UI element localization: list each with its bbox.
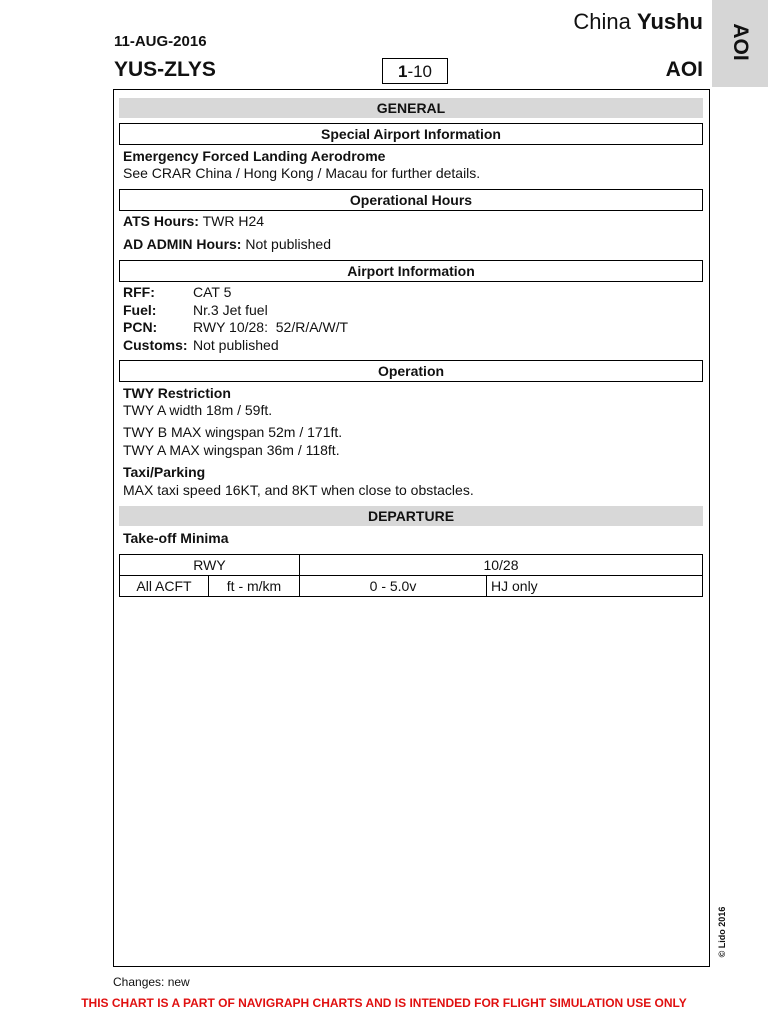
admin-hours-value: Not published <box>245 236 331 252</box>
twy-line: TWY A width 18m / 59ft. <box>123 402 273 418</box>
takeoff-minima-table <box>119 554 703 597</box>
section-tab-label: AOI <box>729 23 752 61</box>
fuel-label: Fuel: <box>123 302 157 318</box>
taxi-parking-text: MAX taxi speed 16KT, and 8KT when close to obstacles. <box>123 482 474 498</box>
city-name: Yushu <box>636 9 703 34</box>
rff-value: CAT 5 <box>193 284 232 300</box>
table-cell: ft - m/km <box>209 576 300 597</box>
pcn-value: RWY 10/28: 52/R/A/W/T <box>193 319 349 335</box>
changes-note: Changes: new <box>113 975 190 989</box>
operational-hours-heading: Operational Hours <box>119 189 703 211</box>
special-info-heading: Special Airport Information <box>119 123 703 145</box>
customs-label: Customs: <box>123 337 188 353</box>
twy-restriction-title: TWY Restriction <box>123 385 231 401</box>
section-tab <box>712 0 768 87</box>
page-number-box <box>382 58 448 84</box>
ats-hours-row <box>123 213 264 230</box>
airport-location <box>560 9 703 35</box>
general-bar: GENERAL <box>119 98 703 118</box>
airport-code: YUS-ZLYS <box>114 58 216 81</box>
simulation-disclaimer: THIS CHART IS A PART OF NAVIGRAPH CHARTS AND IS INTENDED FOR FLIGHT SIMULATION USE ONLY <box>81 996 687 1010</box>
takeoff-minima-title: Take-off Minima <box>123 530 229 546</box>
table-cell: 0 - 5.0v <box>300 576 487 597</box>
country-name: China <box>573 9 631 34</box>
table-cell: All ACFT <box>120 576 209 597</box>
customs-value: Not published <box>193 337 279 353</box>
airport-info-heading: Airport Information <box>119 260 703 282</box>
chart-date: 11-AUG-2016 <box>114 33 207 50</box>
section-label: AOI <box>665 58 703 81</box>
taxi-parking-title: Taxi/Parking <box>123 464 206 480</box>
page-number: -10 <box>407 62 433 81</box>
twy-line: TWY B MAX wingspan 52m / 171ft. <box>123 424 343 440</box>
operation-heading: Operation <box>119 360 703 382</box>
twy-line: TWY A MAX wingspan 36m / 118ft. <box>123 442 340 458</box>
fuel-value: Nr.3 Jet fuel <box>193 302 268 318</box>
table-header-cell: RWY <box>120 555 300 576</box>
table-cell: HJ only <box>487 576 703 597</box>
table-row <box>120 576 703 597</box>
copyright-text: © Lido 2016 <box>717 906 727 958</box>
pcn-label: PCN: <box>123 319 158 335</box>
admin-hours-row <box>123 236 331 253</box>
ats-hours-label: ATS Hours: <box>123 213 199 229</box>
special-info-item-text: See CRAR China / Hong Kong / Macau for further details. <box>123 165 481 181</box>
table-header-cell: 10/28 <box>300 555 703 576</box>
departure-bar: DEPARTURE <box>119 506 703 526</box>
special-info-item-title: Emergency Forced Landing Aerodrome <box>123 148 386 164</box>
ats-hours-value: TWR H24 <box>202 213 265 229</box>
table-row <box>120 555 703 576</box>
page-chapter: 1 <box>397 62 408 81</box>
admin-hours-label: AD ADMIN Hours: <box>123 236 242 252</box>
rff-label: RFF: <box>123 284 155 300</box>
